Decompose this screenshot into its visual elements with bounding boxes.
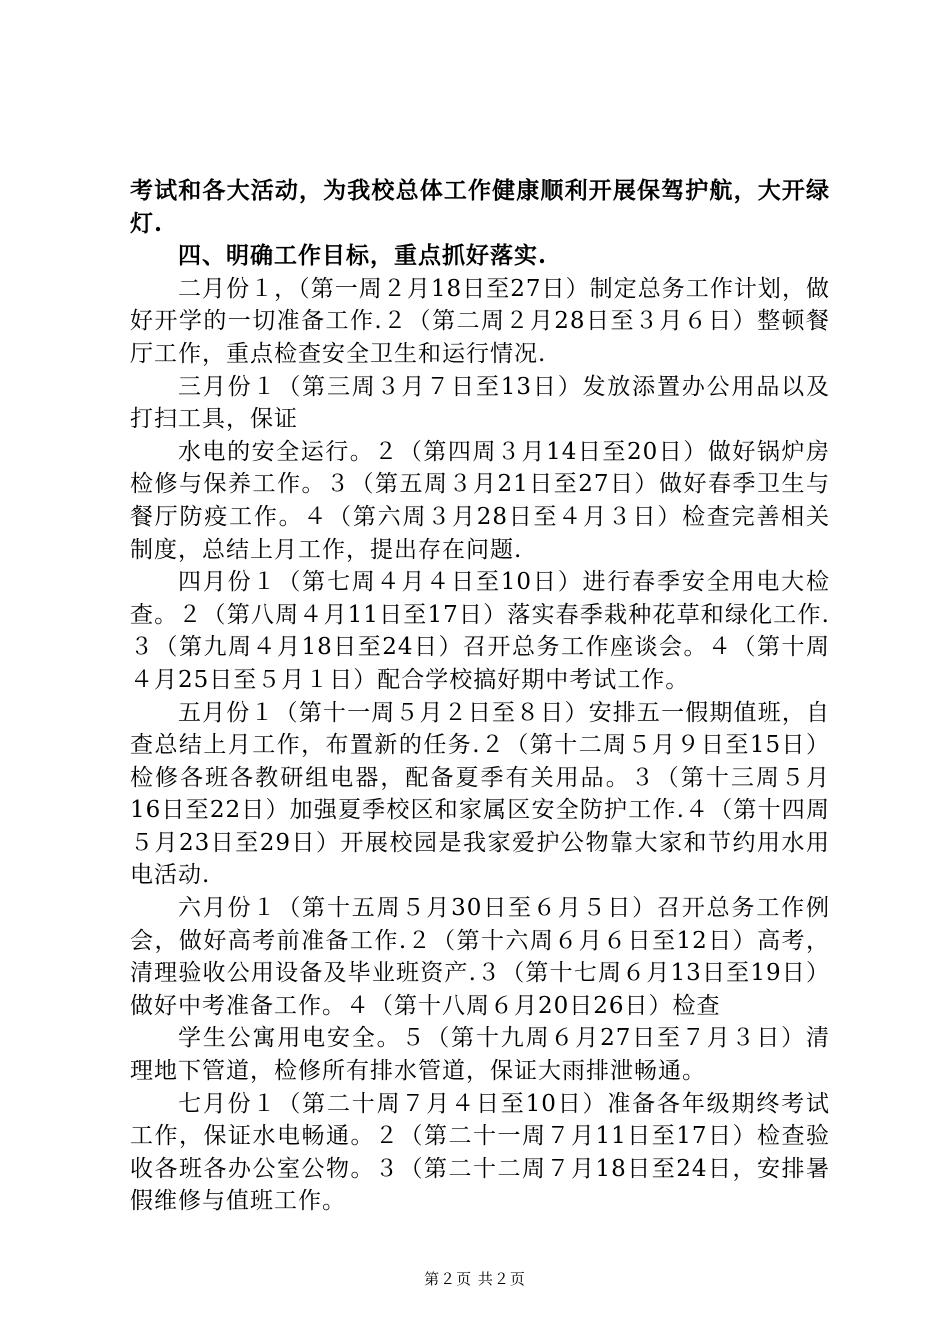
paragraph-july: 七月份１（第二十周７月４日至10日）准备各年级期终考试工作，保证水电畅通。２（第二十一周７月11日至17日）检查验收各班各办公室公物。３（第二十二周７月18日至24日，安排暑假维修与值班工作。 [130, 1090, 830, 1215]
paragraph-june-continued: 学生公寓用电安全。５（第十九周６月27日至７月３日）清理地下管道，检修所有排水管道，保证大雨排泄畅通。 [130, 1025, 830, 1085]
page-number-footer: 第２页 共２页 [424, 1270, 526, 1288]
paragraph-february: 二月份１，（第一周２月18日至27日）制定总务工作计划，做好开学的一切准备工作.２（第二周２月28日至３月６日）整顿餐厅工作，重点检查安全卫生和运行情况. [130, 275, 830, 367]
section-heading: 四、明确工作目标，重点抓好落实. [178, 242, 548, 270]
paragraph-march-continued: 水电的安全运行。２（第四周３月14日至20日）做好锅炉房检修与保养工作。３（第五周３月21日至27日）做好春季卫生与餐厅防疫工作。４（第六周３月28日至４月３日）检查完善相关制度，总结上月工作，提出存在问题. [130, 438, 830, 563]
paragraph-continuation: 考试和各大活动，为我校总体工作健康顺利开展保驾护航，大开绿灯. [130, 177, 830, 237]
paragraph-march-start: 三月份１（第三周３月７日至13日）发放添置办公用品以及打扫工具，保证 [130, 373, 830, 433]
paragraph-june: 六月份１（第十五周５月30日至６月５日）召开总务工作例会，做好高考前准备工作.２（第十六周６月６日至12日）高考，清理验收公用设备及毕业班资产.３（第十七周６月13日至19日）做好中考准备工作。４（第十八周６月20日26日）检查 [130, 895, 830, 1019]
paragraph-may: 五月份１（第十一周５月２日至８日）安排五一假期值班，自查总结上月工作，布置新的任务.２（第十二周５月９日至15日）检修各班各教研组电器，配备夏季有关用品。３（第十三周５月16日至22日）加强夏季校区和家属区安全防护工作.４（第十四周５月23日至29日）开展校园是我家爱护公物靠大家和节约用水用电活动. [130, 699, 830, 889]
paragraph-april: 四月份１（第七周４月４日至10日）进行春季安全用电大检查。２（第八周４月11日至17日）落实春季栽种花草和绿化工作.３（第九周４月18日至24日）召开总务工作座谈会。４（第十周４月25日至５月１日）配合学校搞好期中考试工作。 [130, 569, 830, 693]
document-body [130, 175, 830, 1218]
